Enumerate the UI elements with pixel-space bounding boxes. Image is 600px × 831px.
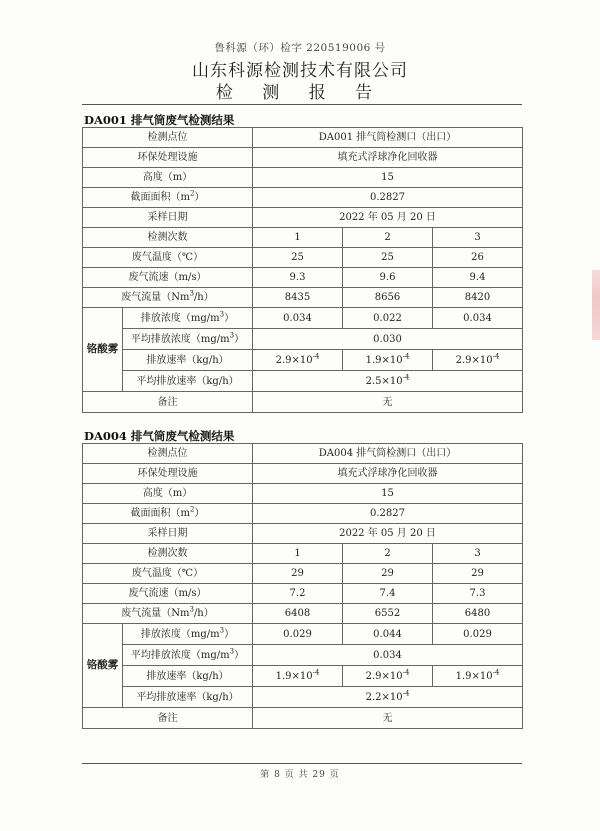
date-label: 采样日期 [83, 208, 253, 228]
rate-cell: $2.9\times 10^{-4}$ [343, 666, 433, 687]
area-value: 0.2827 [253, 504, 523, 524]
flow-cell: 6480 [433, 604, 523, 624]
table-row [83, 484, 523, 504]
date-label: 采样日期 [83, 524, 253, 544]
avg-conc-value: 0.030 [253, 329, 523, 350]
section-title-da004: DA004 排气筒废气检测结果 [84, 429, 235, 443]
site-label: 检测点位 [83, 128, 253, 148]
flow-cell: 6552 [343, 604, 433, 624]
flow-cell: 8656 [343, 288, 433, 308]
avg-rate-label: 平均排放速率（kg/h） [123, 371, 253, 392]
facility-value: 填充式浮球净化回收器 [253, 148, 523, 168]
velocity-label: 废气流速（m/s） [83, 268, 253, 288]
table-row [83, 524, 523, 544]
table-row [83, 308, 523, 329]
count-cell: 3 [433, 228, 523, 248]
conc-cell: 0.029 [253, 624, 343, 645]
section-title-da001: DA001 排气筒废气检测结果 [84, 113, 235, 127]
conc-cell: 0.034 [253, 308, 343, 329]
table-row [83, 392, 523, 413]
pollutant-label: 铬酸雾 [83, 624, 123, 708]
date-value: 2022 年 05 月 20 日 [253, 524, 523, 544]
avg-rate-label: 平均排放速率（kg/h） [123, 687, 253, 708]
area-value: 0.2827 [253, 188, 523, 208]
conc-label: 排放浓度$(mg/m^3)$ [123, 308, 253, 329]
table-row [83, 584, 523, 604]
table-row [83, 666, 523, 687]
height-label: 高度（m） [83, 484, 253, 504]
velocity-cell: 9.6 [343, 268, 433, 288]
note-value: 无 [253, 708, 523, 729]
site-value: DA004 排气筒检测口（出口） [253, 444, 523, 464]
height-value: 15 [253, 484, 523, 504]
table-row [83, 288, 523, 308]
flow-cell: 6408 [253, 604, 343, 624]
table-row [83, 350, 523, 371]
facility-value: 填充式浮球净化回收器 [253, 464, 523, 484]
temp-label: 废气温度（℃） [83, 564, 253, 584]
avg-rate-value: $2.2\times 10^{-4}$ [253, 687, 523, 708]
site-label: 检测点位 [83, 444, 253, 464]
table-row [83, 444, 523, 464]
temp-cell: 25 [343, 248, 433, 268]
table-row [83, 208, 523, 228]
footer-rule [82, 763, 522, 764]
table-row [83, 687, 523, 708]
count-cell: 2 [343, 544, 433, 564]
conc-cell: 0.022 [343, 308, 433, 329]
count-cell: 1 [253, 228, 343, 248]
conc-label: 排放浓度$(mg/m^3)$ [123, 624, 253, 645]
note-label: 备注 [83, 708, 253, 729]
table-row [83, 128, 523, 148]
site-value: DA001 排气筒检测口（出口） [253, 128, 523, 148]
table-row [83, 504, 523, 524]
report-title: 检 测 报 告 [215, 83, 385, 103]
avg-conc-value: 0.034 [253, 645, 523, 666]
table-row [83, 329, 523, 350]
table-row [83, 645, 523, 666]
results-table-da001 [82, 127, 523, 413]
area-label: 截面面积$(m^2)$ [83, 188, 253, 208]
note-label: 备注 [83, 392, 253, 413]
rate-cell: $2.9\times 10^{-4}$ [433, 350, 523, 371]
velocity-cell: 7.3 [433, 584, 523, 604]
velocity-cell: 9.3 [253, 268, 343, 288]
table-row [83, 148, 523, 168]
page-number: 第 8 页 共 29 页 [260, 770, 340, 780]
flow-cell: 8420 [433, 288, 523, 308]
rate-cell: $1.9\times 10^{-4}$ [343, 350, 433, 371]
count-label: 检测次数 [83, 544, 253, 564]
facility-label: 环保处理设施 [83, 148, 253, 168]
velocity-label: 废气流速（m/s） [83, 584, 253, 604]
count-label: 检测次数 [83, 228, 253, 248]
table-row [83, 624, 523, 645]
table-row [83, 248, 523, 268]
temp-label: 废气温度（℃） [83, 248, 253, 268]
date-value: 2022 年 05 月 20 日 [253, 208, 523, 228]
avg-conc-label: 平均排放浓度$(mg/m^3)$ [123, 329, 253, 350]
header-rule [82, 104, 522, 105]
height-value: 15 [253, 168, 523, 188]
document-number: 鲁科源（环）检字 220519006 号 [214, 42, 386, 54]
count-cell: 3 [433, 544, 523, 564]
table-row [83, 708, 523, 729]
temp-cell: 25 [253, 248, 343, 268]
table-row [83, 168, 523, 188]
table-row [83, 371, 523, 392]
table-row [83, 228, 523, 248]
table-row [83, 464, 523, 484]
pollutant-label: 铬酸雾 [83, 308, 123, 392]
table-row [83, 564, 523, 584]
table-row [83, 544, 523, 564]
avg-rate-value: $2.5\times 10^{-4}$ [253, 371, 523, 392]
temp-cell: 29 [253, 564, 343, 584]
flow-label: 废气流量（Nm$^3$/h） [83, 288, 253, 308]
table-row [83, 604, 523, 624]
conc-cell: 0.034 [433, 308, 523, 329]
temp-cell: 29 [343, 564, 433, 584]
flow-label: 废气流量（Nm$^3$/h） [83, 604, 253, 624]
avg-conc-label: 平均排放浓度$(mg/m^3)$ [123, 645, 253, 666]
table-row [83, 268, 523, 288]
area-label: 截面面积$(m^2)$ [83, 504, 253, 524]
rate-label: 排放速率（kg/h） [123, 350, 253, 371]
rate-label: 排放速率（kg/h） [123, 666, 253, 687]
stamp-mark [592, 270, 600, 340]
velocity-cell: 9.4 [433, 268, 523, 288]
temp-cell: 29 [433, 564, 523, 584]
height-label: 高度（m） [83, 168, 253, 188]
conc-cell: 0.044 [343, 624, 433, 645]
count-cell: 2 [343, 228, 433, 248]
company-name: 山东科源检测技术有限公司 [192, 61, 408, 81]
results-table-da004 [82, 443, 523, 729]
velocity-cell: 7.4 [343, 584, 433, 604]
rate-cell: $2.9\times 10^{-4}$ [253, 350, 343, 371]
conc-cell: 0.029 [433, 624, 523, 645]
facility-label: 环保处理设施 [83, 464, 253, 484]
velocity-cell: 7.2 [253, 584, 343, 604]
temp-cell: 26 [433, 248, 523, 268]
rate-cell: $1.9\times 10^{-4}$ [433, 666, 523, 687]
count-cell: 1 [253, 544, 343, 564]
note-value: 无 [253, 392, 523, 413]
flow-cell: 8435 [253, 288, 343, 308]
rate-cell: $1.9\times 10^{-4}$ [253, 666, 343, 687]
table-row [83, 188, 523, 208]
